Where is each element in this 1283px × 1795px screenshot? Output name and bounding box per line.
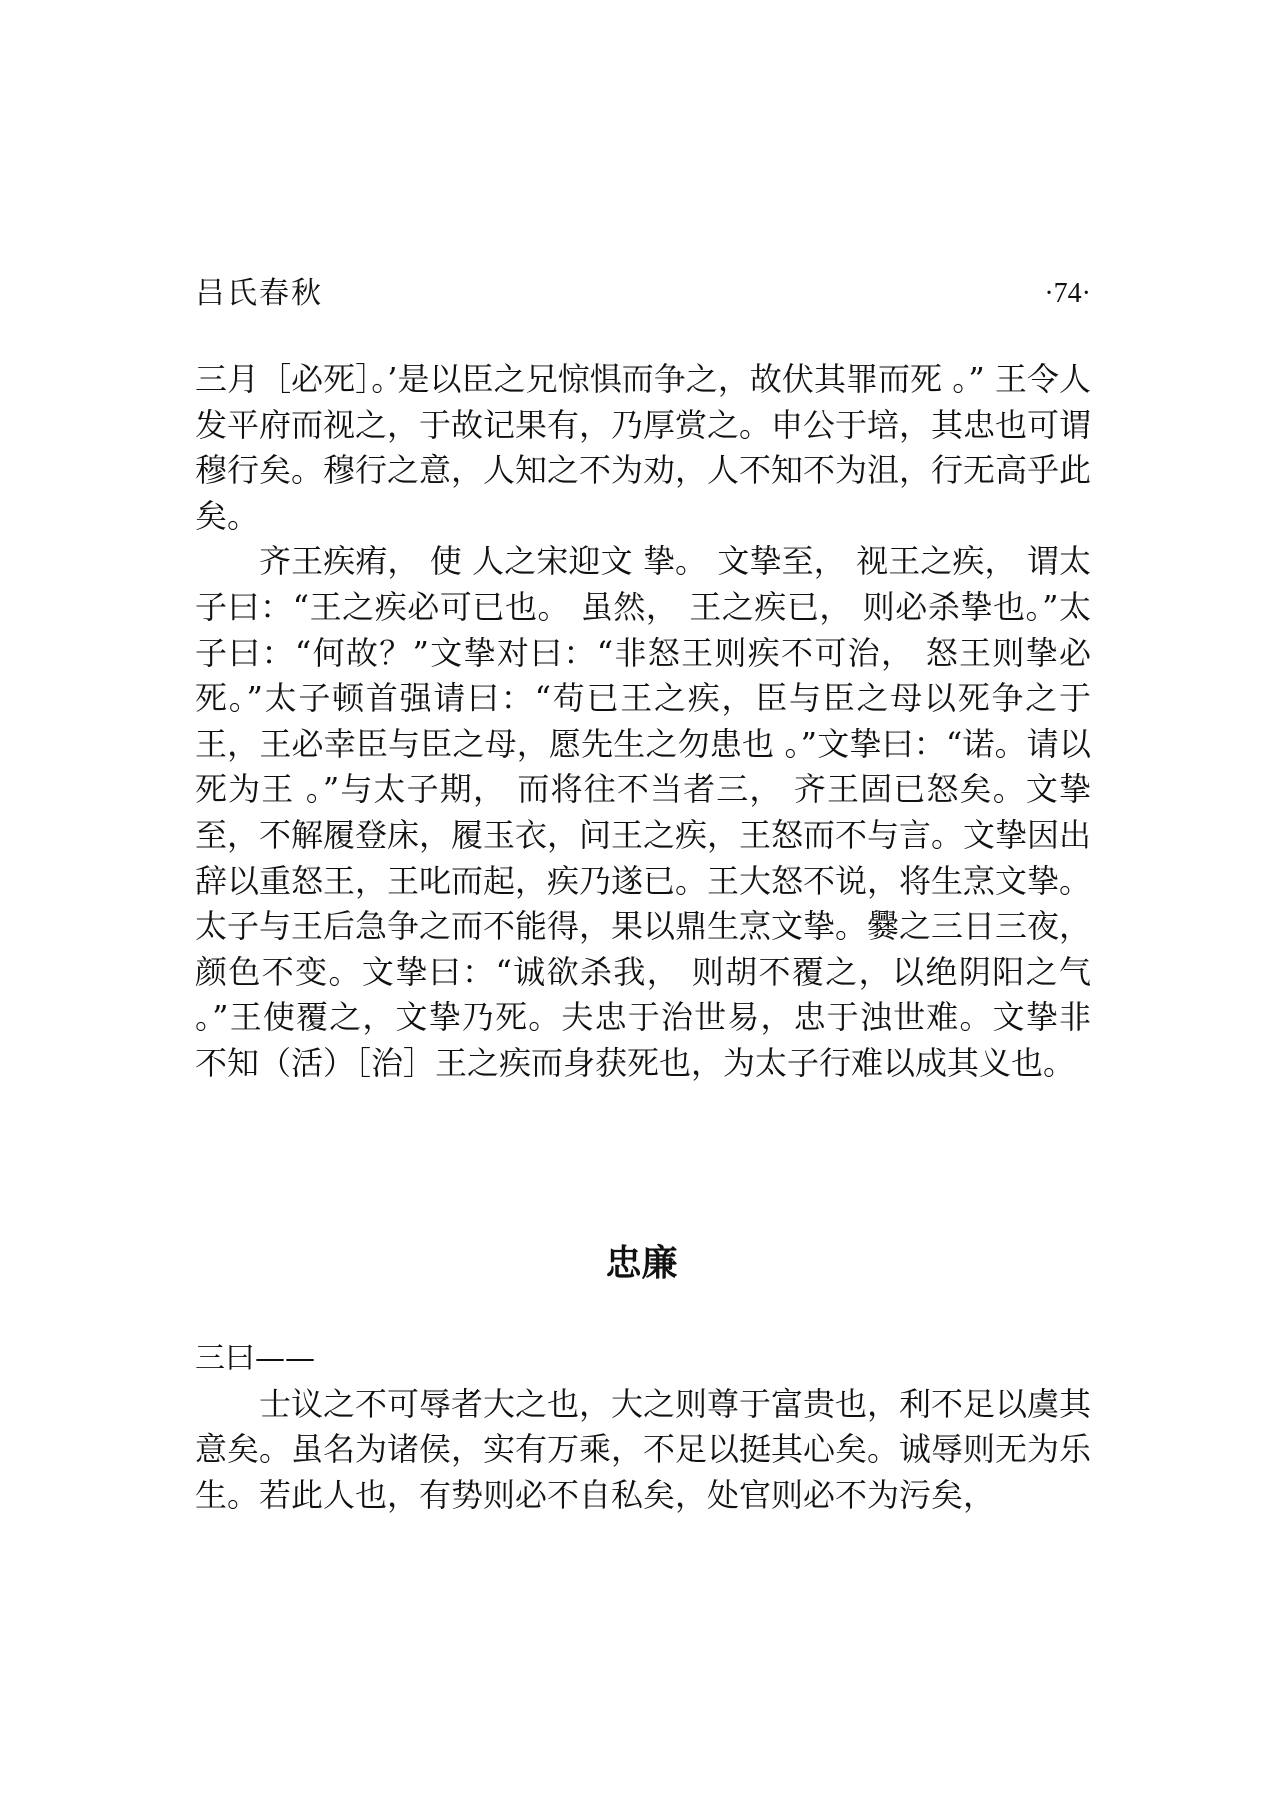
main-text — [195, 357, 1091, 1087]
paragraph: 士议之不可辱者大之也，大之则尊于富贵也，利不足以虞其意矣。虽名为诸侯，实有万乘，不足以挺其心矣。诚辱则无为乐生。若此人也，有势则必不自私矣，处官则必不为污矣， — [195, 1384, 1092, 1514]
page-number: ·74· — [1044, 278, 1091, 309]
paragraph: 三月［必死］。’是以臣之兄惊惧而争之，故伏其罪而死 。” 王令人发平府而视之，于故记果有，乃厚赏之。申公于培，其忠也可谓穆行矣。穆行之意，人知之不为劝，人不知不为沮，行无高乎此矣。 — [195, 360, 1092, 535]
book-title: 吕氏春秋 — [195, 276, 323, 311]
paragraph: 齐王疾痏， 使 人之宋迎文 挚。 文挚至， 视王之疾， 谓太子曰：“王之疾必可已也。 虽然， 王之疾已， 则必杀挚也。”太子曰：“何故？”文挚对曰：“非怒王则疾不可治， 怒王则挚必死。”太子顿首强请曰：“苟已王之疾，臣与臣之母以死争之于王，王必幸臣与臣之母，愿先生之勿患也 。”文挚曰：“诺。请以死为王 。”与太子期， 而将往不当者三， 齐王固已怒矣。文挚至，不解履登床，履玉衣，问王之疾，王怒而不与言。文挚因出辞以重怒王，王叱而起，疾乃遂已。王大怒不说，将生烹文挚。太子与王后急争之而不能得，果以鼎生烹文挚。爨之三日三夜，颜色不变。文挚曰：“诚欲杀我， 则胡不覆之，以绝阴阳之气 。”王使覆之，文挚乃死。夫忠于治世易，忠于浊世难。文挚非不知（活）［治］王之疾而身获死也，为太子行难以成其义也。 — [195, 542, 1092, 1082]
page-header — [195, 272, 1091, 316]
section-title: 忠廉 — [605, 1243, 678, 1284]
section-label: 三曰—— — [195, 1341, 315, 1376]
section-body — [195, 1336, 1091, 1518]
